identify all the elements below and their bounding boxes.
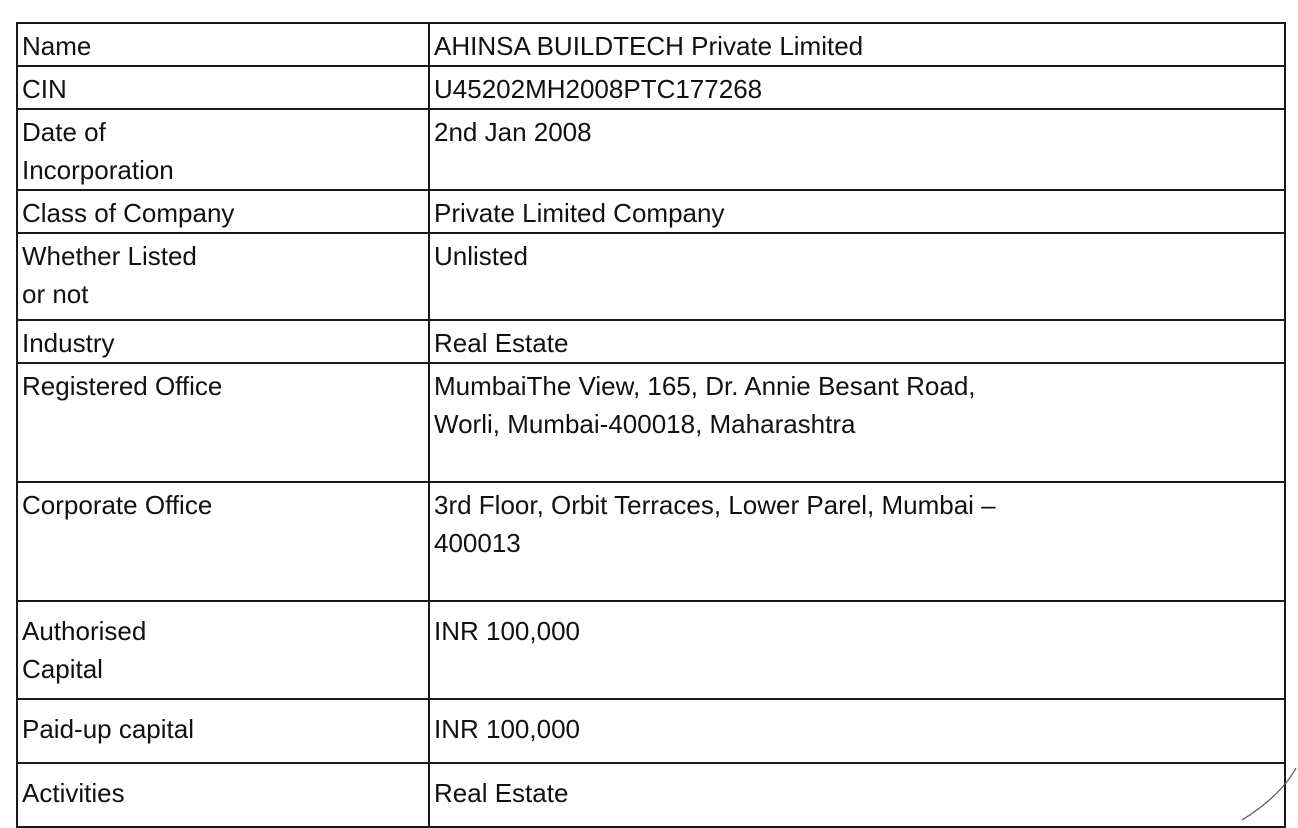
value-registered-office	[429, 363, 1285, 482]
table-row	[17, 66, 1285, 109]
value-activities	[429, 763, 1285, 827]
table-row	[17, 763, 1285, 827]
pen-stroke-mark	[1238, 764, 1298, 824]
label-date-of-incorporation	[17, 109, 429, 190]
table-row	[17, 233, 1285, 320]
value-text: Private Limited Company	[434, 198, 725, 228]
label-cin	[17, 66, 429, 109]
value-text: Unlisted	[434, 241, 528, 271]
label-text: Activities	[22, 778, 125, 808]
value-listed-status	[429, 233, 1285, 320]
table-row	[17, 601, 1285, 699]
value-paid-up-capital	[429, 699, 1285, 763]
company-details-table	[16, 22, 1286, 828]
value-text: Real Estate	[434, 328, 569, 358]
label-listed-status	[17, 233, 429, 320]
value-industry	[429, 320, 1285, 363]
table-row	[17, 363, 1285, 482]
label-activities	[17, 763, 429, 827]
label-authorised-capital	[17, 601, 429, 699]
table-row	[17, 699, 1285, 763]
label-text: Registered Office	[22, 371, 223, 401]
label-name	[17, 23, 429, 66]
table-row	[17, 190, 1285, 233]
value-text: U45202MH2008PTC177268	[434, 74, 763, 104]
value-corporate-office	[429, 482, 1285, 601]
label-text: Date of Incorporation	[22, 117, 174, 185]
table-row	[17, 482, 1285, 601]
label-text: Class of Company	[22, 198, 235, 228]
value-authorised-capital	[429, 601, 1285, 699]
label-text: Industry	[22, 328, 115, 358]
value-text: Real Estate	[434, 778, 569, 808]
value-text: INR 100,000	[434, 616, 580, 646]
value-text: MumbaiThe View, 165, Dr. Annie Besant Road, Worli, Mumbai-400018, Maharashtra	[434, 371, 976, 439]
table-row	[17, 23, 1285, 66]
value-class-of-company	[429, 190, 1285, 233]
label-paid-up-capital	[17, 699, 429, 763]
label-text: Whether Listed or not	[22, 241, 197, 309]
value-text: 3rd Floor, Orbit Terraces, Lower Parel, Mumbai – 400013	[434, 490, 996, 558]
value-name	[429, 23, 1285, 66]
value-text: INR 100,000	[434, 714, 580, 744]
label-registered-office	[17, 363, 429, 482]
label-industry	[17, 320, 429, 363]
label-text: Authorised Capital	[22, 616, 147, 684]
value-cin	[429, 66, 1285, 109]
label-text: Corporate Office	[22, 490, 213, 520]
table-row	[17, 109, 1285, 190]
label-text: Paid-up capital	[22, 714, 194, 744]
value-text: AHINSA BUILDTECH Private Limited	[434, 31, 864, 61]
value-text: 2nd Jan 2008	[434, 117, 592, 147]
label-class-of-company	[17, 190, 429, 233]
label-text: CIN	[22, 74, 67, 104]
table-row	[17, 320, 1285, 363]
label-text: Name	[22, 31, 92, 61]
label-corporate-office	[17, 482, 429, 601]
value-date-of-incorporation	[429, 109, 1285, 190]
